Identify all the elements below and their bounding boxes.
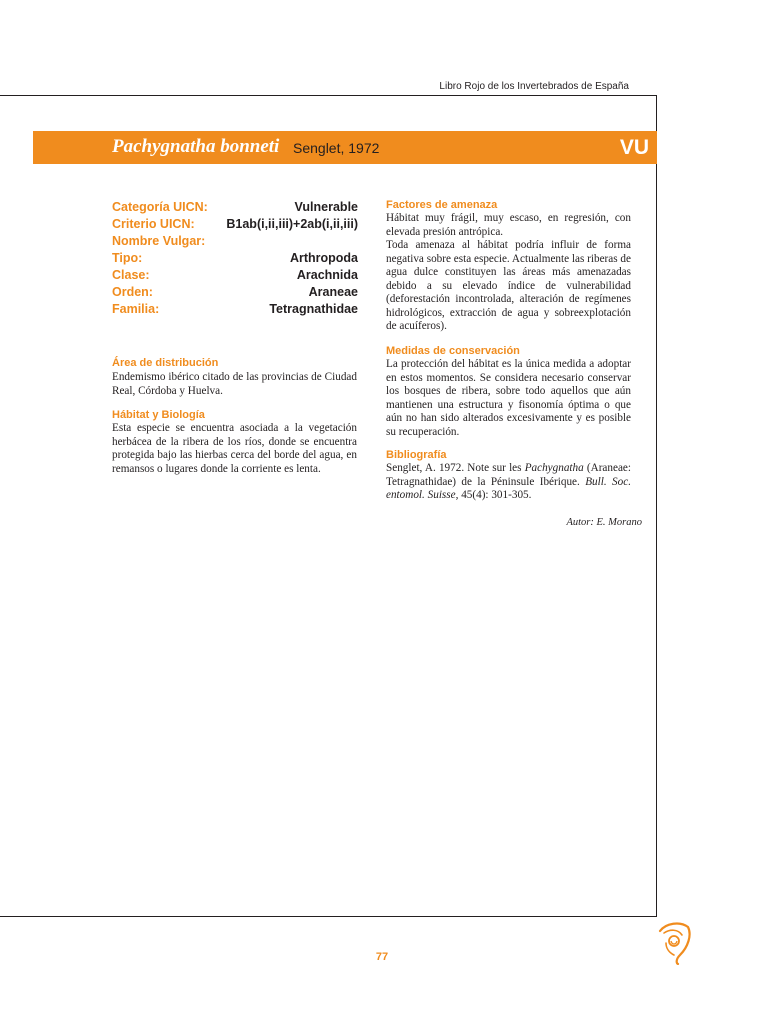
info-value: Vulnerable — [294, 200, 358, 214]
info-label: Orden: — [112, 285, 153, 299]
species-banner — [33, 131, 657, 164]
amenaza-heading: Factores de amenaza — [386, 199, 498, 211]
info-row-criterio — [112, 216, 358, 233]
category-code: VU — [619, 136, 649, 159]
distribucion-text: Endemismo ibérico citado de las provincias de Ciudad Real, Córdoba y Huelva. — [112, 371, 357, 397]
info-label: Categoría UICN: — [112, 200, 208, 214]
author-credit: Autor: E. Morano — [566, 517, 642, 528]
species-authority: Senglet, 1972 — [293, 140, 380, 156]
publisher-logo-icon — [654, 917, 694, 965]
bottom-rule — [0, 916, 657, 917]
info-label: Nombre Vulgar: — [112, 234, 206, 248]
ref-journal: Bull. Soc. entomol. Suisse, — [386, 475, 631, 501]
ref-start: Senglet, A. 1972. Note sur les — [386, 462, 525, 474]
info-value: Tetragnathidae — [269, 302, 358, 316]
info-value: Arthropoda — [289, 251, 358, 265]
info-row-familia — [112, 301, 358, 318]
habitat-text: Esta especie se encuentra asociada a la vegetación herbácea de la ribera de los ríos, donde se encuentra protegida bajo las hierbas cerca del borde del agua, en remansos o lugares donde la corriente es lenta. — [112, 422, 357, 475]
header-rule — [0, 95, 657, 96]
info-label: Clase: — [112, 268, 150, 282]
info-row-nombre-vulgar — [112, 233, 358, 250]
bibliografia-reference — [386, 462, 631, 503]
ref-mid: (Araneae: Tetragnathidae) de la Péninsule Ibérique. — [386, 462, 631, 488]
amenaza-paragraph-2: Toda amenaza al hábitat podría influir de forma negativa sobre esta especie. Actualmente las riberas de agua dulce constituyen las áreas más amenazadas debido a su elevado índice de vulnerabilidad (deforestación incontrolada, alteración de regímenes hidrológicos, extracción de agua y sobreexplotación de acuíferos). — [386, 239, 631, 332]
right-margin-rule — [656, 95, 657, 917]
info-label: Tipo: — [112, 251, 143, 265]
info-value: B1ab(i,ii,iii)+2ab(i,ii,iii) — [226, 217, 358, 231]
distribucion-heading: Área de distribución — [112, 357, 219, 369]
bibliografia-heading: Bibliografía — [386, 449, 447, 461]
info-label: Familia: — [112, 302, 160, 316]
page-number: 77 — [375, 951, 389, 963]
taxonomy-info-table — [112, 199, 358, 318]
info-row-categoria — [112, 199, 358, 216]
habitat-heading: Hábitat y Biología — [112, 409, 205, 421]
info-row-orden — [112, 284, 358, 301]
amenaza-body — [386, 212, 631, 334]
conservacion-text: La protección del hábitat es la única medida a adoptar en estos momentos. Se considera necesario conservar los bosques de ribera, sobre todo aquellos que aún mantienen una estructura y fisonomía óptima o que aún no han sido alterados excesivamente y es posible su recuperación. — [386, 358, 631, 438]
info-label: Criterio UICN: — [112, 217, 195, 231]
info-value: Arachnida — [296, 268, 358, 282]
amenaza-paragraph-1: Hábitat muy frágil, muy escaso, en regresión, con elevada presión antrópica. — [386, 212, 631, 238]
info-row-clase — [112, 267, 358, 284]
ref-end: 45(4): 301-305. — [458, 489, 532, 501]
conservacion-heading: Medidas de conservación — [386, 345, 520, 357]
info-value: Araneae — [308, 285, 358, 299]
species-name: Pachygnatha bonneti — [112, 136, 280, 157]
info-row-tipo — [112, 250, 358, 267]
ref-genus: Pachygnatha — [524, 462, 584, 474]
running-header: Libro Rojo de los Invertebrados de España — [439, 81, 629, 92]
